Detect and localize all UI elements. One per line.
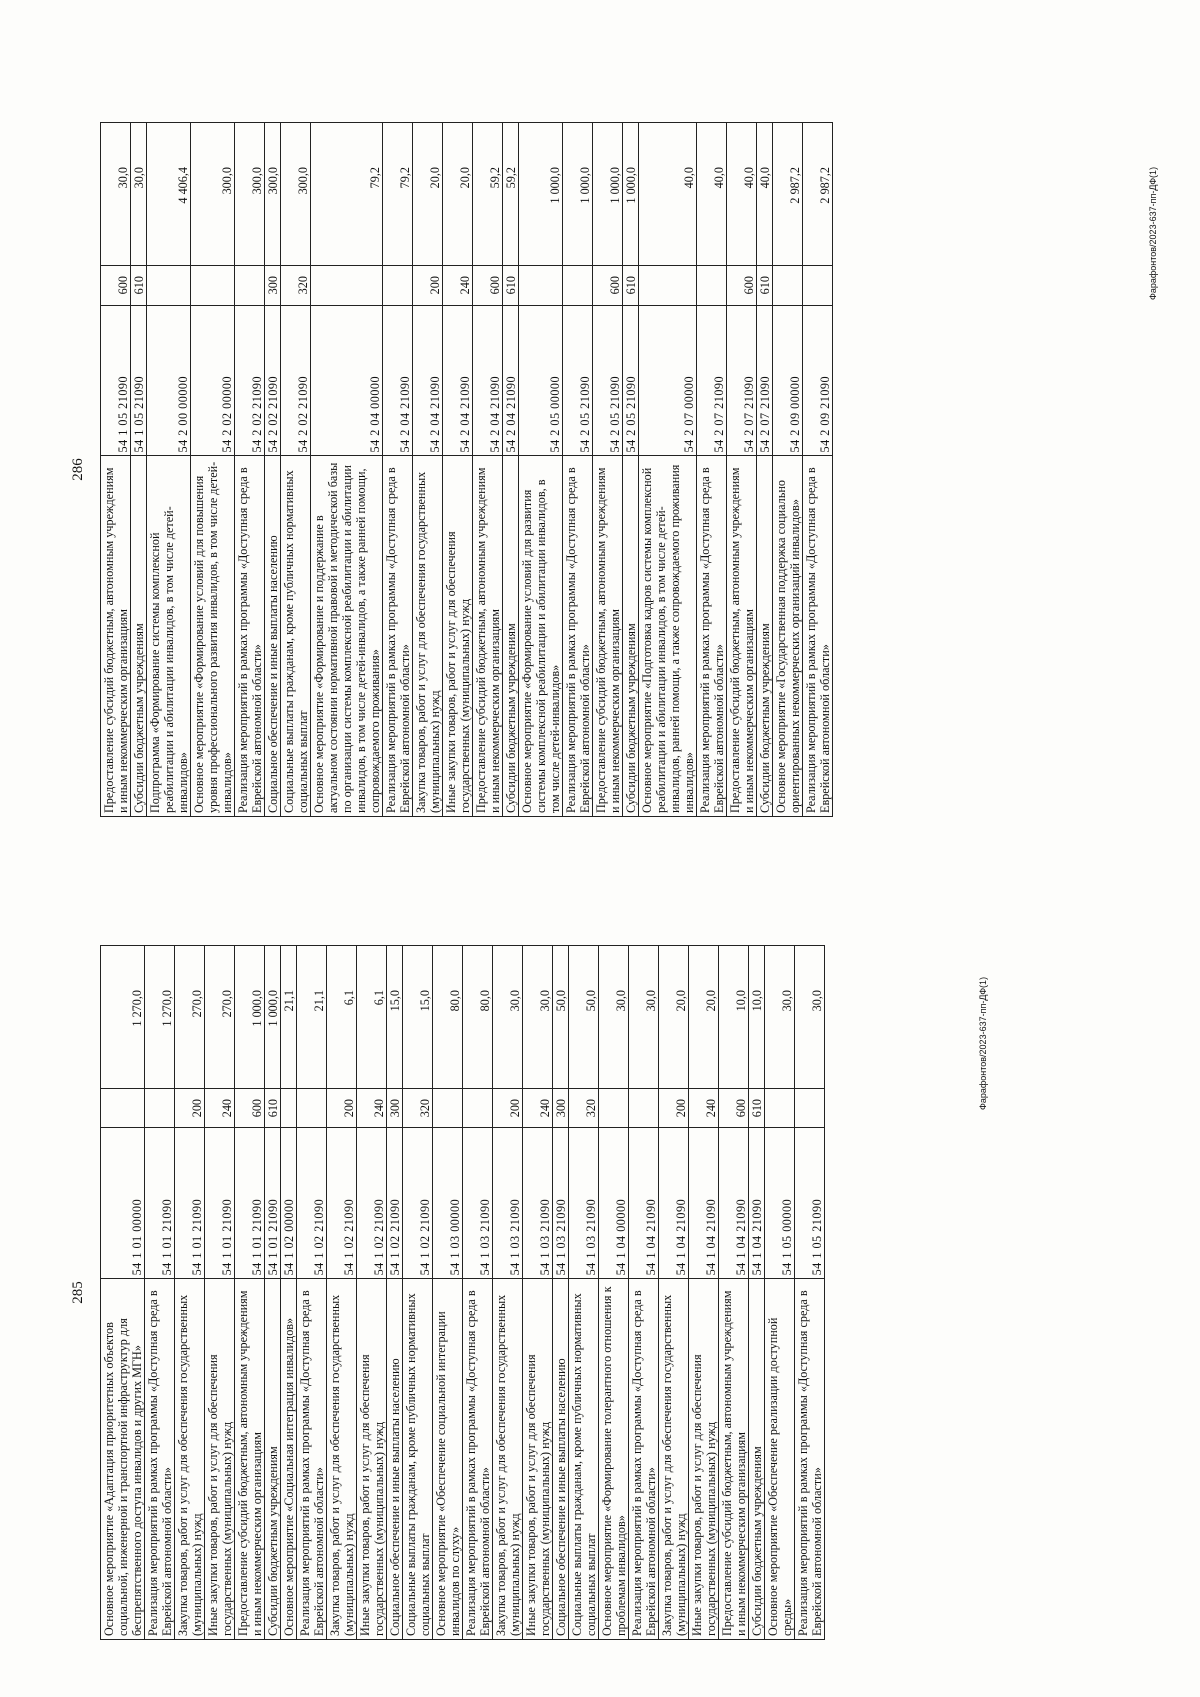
row-code: 54 1 03 21090 [523,1128,553,1279]
row-sum: 50,0 [553,946,569,1089]
row-sum: 30,0 [131,123,147,266]
row-sum: 300,0 [265,123,281,266]
row-expense-type: 240 [357,1088,387,1128]
row-name: Реализация мероприятий в рамках программы «Доступная среда в Еврейской автономной области» [383,456,413,817]
table-row [765,946,795,1640]
row-sum: 50,0 [569,946,599,1089]
table-row [205,946,235,1640]
row-name: Субсидии бюджетным учреждениям [503,456,519,817]
row-code: 54 1 05 00000 [765,1128,795,1279]
row-name: Иные закупки товаров, работ и услуг для обеспечения государственных (муниципальных) нужд [689,1279,719,1640]
row-sum: 1 000,0 [265,946,281,1089]
row-name: Реализация мероприятий в рамках программы «Доступная среда в Еврейской автономной области» [463,1279,493,1640]
row-code: 54 2 09 00000 [773,305,803,456]
table-row [235,123,265,817]
row-expense-type [311,265,383,305]
table-row [175,946,205,1640]
row-sum: 30,0 [765,946,795,1089]
table-row [101,946,145,1640]
row-expense-type [101,1088,145,1128]
row-name: Закупка товаров, работ и услуг для обеспечения государственных (муниципальных) нужд [659,1279,689,1640]
table-row [719,946,749,1640]
row-sum: 40,0 [757,123,773,266]
row-name: Реализация мероприятий в рамках программы «Доступная среда в Еврейской автономной области» [297,1279,327,1640]
row-sum: 40,0 [697,123,727,266]
row-expense-type: 610 [623,265,639,305]
row-code: 54 2 05 00000 [519,305,563,456]
row-sum: 2 987,2 [773,123,803,266]
row-sum: 300,0 [191,123,235,266]
row-expense-type [297,1088,327,1128]
row-expense-type [281,1088,297,1128]
row-code: 54 2 04 21090 [443,305,473,456]
row-code: 54 1 01 21090 [175,1128,205,1279]
table-row [265,946,281,1640]
row-expense-type: 600 [101,265,131,305]
table-row [593,123,623,817]
row-expense-type [433,1088,463,1128]
table-row [689,946,719,1640]
table-row [773,123,803,817]
row-name: Основное мероприятие «Подготовка кадров системы комплексной реабилитации и абилитации инвалидов, в том числе детей-инвалидов, ранней помощи, а также сопровождаемого проживания инвалидов» [639,456,697,817]
table-row [503,123,519,817]
row-code: 54 1 05 21090 [101,305,131,456]
row-name: Социальное обеспечение и иные выплаты населению [387,1279,403,1640]
row-expense-type [463,1088,493,1128]
row-expense-type: 610 [757,265,773,305]
table-row [569,946,599,1640]
row-expense-type: 240 [205,1088,235,1128]
row-expense-type: 610 [131,265,147,305]
row-name: Социальные выплаты гражданам, кроме публичных нормативных социальных выплат [281,456,311,817]
row-name: Социальное обеспечение и иные выплаты населению [265,456,281,817]
table-row [659,946,689,1640]
row-code: 54 1 05 21090 [131,305,147,456]
row-sum: 40,0 [727,123,757,266]
row-name: Закупка товаров, работ и услуг для обеспечения государственных (муниципальных) нужд [327,1279,357,1640]
row-name: Основное мероприятие «Формирование условий для развития системы комплексной реабилитации и абилитации инвалидов, в том числе детей-инвалидов» [519,456,563,817]
row-expense-type: 300 [265,265,281,305]
row-code: 54 2 02 00000 [191,305,235,456]
row-expense-type: 200 [493,1088,523,1128]
row-sum: 300,0 [281,123,311,266]
row-sum: 30,0 [493,946,523,1089]
row-name: Социальное обеспечение и иные выплаты населению [553,1279,569,1640]
table-row [413,123,443,817]
row-name: Основное мероприятие «Государственная поддержка социально ориентированных некоммерческих организаций инвалидов» [773,456,803,817]
row-code: 54 2 02 21090 [235,305,265,456]
row-name: Основное мероприятие «Обеспечение реализации доступной среды» [765,1279,795,1640]
row-expense-type: 300 [553,1088,569,1128]
row-sum: 79,2 [311,123,383,266]
row-code: 54 1 03 00000 [433,1128,463,1279]
table-row [749,946,765,1640]
row-name: Иные закупки товаров, работ и услуг для обеспечения государственных (муниципальных) нужд [357,1279,387,1640]
row-name: Подпрограмма «Формирование системы комплексной реабилитации и абилитации инвалидов, в том числе детей-инвалидов» [147,456,191,817]
row-code: 54 1 02 21090 [297,1128,327,1279]
row-sum: 30,0 [101,123,131,266]
row-sum: 80,0 [433,946,463,1089]
table-body [101,123,833,817]
row-expense-type [147,265,191,305]
table-row [191,123,235,817]
table-body [101,946,825,1640]
row-code: 54 1 04 21090 [659,1128,689,1279]
row-sum: 15,0 [387,946,403,1089]
page-285 [70,945,892,1640]
row-code: 54 2 05 21090 [593,305,623,456]
table-row [265,123,281,817]
row-expense-type: 320 [281,265,311,305]
row-sum: 4 406,4 [147,123,191,266]
row-sum: 1 000,0 [235,946,265,1089]
budget-table [100,122,833,817]
row-expense-type [235,265,265,305]
row-name: Основное мероприятие «Формирование и поддержание в актуальном состоянии нормативной правовой и методической базы по организации системы комплексной реабилитации и абилитации инвалидов, в том числе детей-инвалидов, а также ранней помощи, сопровождаемого проживания» [311,456,383,817]
row-sum: 30,0 [795,946,825,1089]
table-row [493,946,523,1640]
table-row [101,123,131,817]
row-code: 54 2 05 21090 [563,305,593,456]
page-number: 286 [70,458,86,481]
row-expense-type: 200 [327,1088,357,1128]
row-name: Реализация мероприятий в рамках программы «Доступная среда в Еврейской автономной области» [629,1279,659,1640]
row-expense-type: 240 [689,1088,719,1128]
row-sum: 6,1 [357,946,387,1089]
row-name: Иные закупки товаров, работ и услуг для обеспечения государственных (муниципальных) нужд [523,1279,553,1640]
row-expense-type [599,1088,629,1128]
row-name: Реализация мероприятий в рамках программы «Доступная среда в Еврейской автономной области» [563,456,593,817]
row-name: Реализация мероприятий в рамках программы «Доступная среда в Еврейской автономной области» [235,456,265,817]
row-expense-type: 200 [175,1088,205,1128]
row-code: 54 1 01 21090 [145,1128,175,1279]
row-expense-type [563,265,593,305]
row-sum: 20,0 [689,946,719,1089]
row-expense-type [765,1088,795,1128]
row-code: 54 2 05 21090 [623,305,639,456]
table-row [327,946,357,1640]
table-row [795,946,825,1640]
row-name: Основное мероприятие «Обеспечение социальной интеграции инвалидов по слуху» [433,1279,463,1640]
row-code: 54 1 03 21090 [463,1128,493,1279]
row-expense-type [697,265,727,305]
row-code: 54 1 01 21090 [265,1128,281,1279]
row-sum: 1 270,0 [145,946,175,1089]
row-expense-type [145,1088,175,1128]
row-expense-type: 600 [473,265,503,305]
table-row [297,946,327,1640]
row-name: Предоставление субсидий бюджетным, автономным учреждениям и иным некоммерческим организациям [593,456,623,817]
row-code: 54 2 09 21090 [803,305,833,456]
table-row [639,123,697,817]
row-name: Субсидии бюджетным учреждениям [757,456,773,817]
row-expense-type: 200 [659,1088,689,1128]
row-code: 54 1 04 21090 [629,1128,659,1279]
row-expense-type [383,265,413,305]
row-sum: 1 000,0 [623,123,639,266]
row-sum: 10,0 [749,946,765,1089]
row-name: Основное мероприятие «Формирование условий для повышения уровня профессионального развития инвалидов, в том числе детей-инвалидов» [191,456,235,817]
row-name: Предоставление субсидий бюджетным, автономным учреждениям и иным некоммерческим организациям [719,1279,749,1640]
row-code: 54 1 03 21090 [493,1128,523,1279]
table-row [281,946,297,1640]
row-code: 54 1 02 21090 [327,1128,357,1279]
row-sum: 30,0 [599,946,629,1089]
table-row [757,123,773,817]
row-code: 54 1 03 21090 [569,1128,599,1279]
row-expense-type: 610 [265,1088,281,1128]
row-code: 54 1 02 21090 [357,1128,387,1279]
row-code: 54 1 01 00000 [101,1128,145,1279]
row-code: 54 1 01 21090 [235,1128,265,1279]
row-sum: 270,0 [175,946,205,1089]
table-row [403,946,433,1640]
row-name: Субсидии бюджетным учреждениям [623,456,639,817]
row-name: Реализация мероприятий в рамках программы «Доступная среда в Еврейской автономной области» [145,1279,175,1640]
row-code: 54 1 04 21090 [749,1128,765,1279]
row-expense-type: 600 [235,1088,265,1128]
table-row [357,946,387,1640]
row-sum: 1 270,0 [101,946,145,1089]
row-name: Предоставление субсидий бюджетным, автономным учреждениям и иным некоммерческим организациям [235,1279,265,1640]
row-name: Закупка товаров, работ и услуг для обеспечения государственных (муниципальных) нужд [493,1279,523,1640]
row-code: 54 1 04 00000 [599,1128,629,1279]
budget-table [100,945,825,1640]
table-row [563,123,593,817]
page-286 [70,122,892,817]
row-sum: 20,0 [659,946,689,1089]
table-row [145,946,175,1640]
row-name: Предоставление субсидий бюджетным, автономным учреждениям и иным некоммерческим организациям [101,456,131,817]
footer-code-285: Фарафонтов/2023-637-пп-ДФ(1) [978,976,988,1110]
row-name: Закупка товаров, работ и услуг для обеспечения государственных (муниципальных) нужд [413,456,443,817]
row-expense-type: 320 [403,1088,433,1128]
row-expense-type: 610 [503,265,519,305]
row-expense-type: 600 [593,265,623,305]
row-expense-type [629,1088,659,1128]
row-expense-type [773,265,803,305]
row-expense-type: 200 [413,265,443,305]
row-code: 54 2 04 21090 [383,305,413,456]
table-row [803,123,833,817]
table-row [433,946,463,1640]
row-name: Закупка товаров, работ и услуг для обеспечения государственных (муниципальных) нужд [175,1279,205,1640]
row-code: 54 1 02 21090 [387,1128,403,1279]
row-expense-type [795,1088,825,1128]
row-code: 54 2 07 21090 [727,305,757,456]
row-expense-type [803,265,833,305]
row-sum: 30,0 [629,946,659,1089]
row-code: 54 2 02 21090 [265,305,281,456]
table-row [443,123,473,817]
row-name: Предоставление субсидий бюджетным, автономным учреждениям и иным некоммерческим организациям [473,456,503,817]
row-sum: 1 000,0 [593,123,623,266]
row-name: Реализация мероприятий в рамках программы «Доступная среда в Еврейской автономной области» [803,456,833,817]
table-row [131,123,147,817]
row-sum: 10,0 [719,946,749,1089]
row-name: Социальные выплаты гражданам, кроме публичных нормативных социальных выплат [403,1279,433,1640]
table-row [281,123,311,817]
row-sum: 20,0 [443,123,473,266]
table-row [383,123,413,817]
row-code: 54 2 02 21090 [281,305,311,456]
row-name: Основное мероприятие «Социальная интеграция инвалидов» [281,1279,297,1640]
row-expense-type: 600 [727,265,757,305]
row-sum: 300,0 [235,123,265,266]
table-row [519,123,563,817]
table-row [623,123,639,817]
row-name: Предоставление субсидий бюджетным, автономным учреждениям и иным некоммерческим организациям [727,456,757,817]
row-sum: 20,0 [413,123,443,266]
row-code: 54 1 05 21090 [795,1128,825,1279]
row-expense-type: 300 [387,1088,403,1128]
table-row [697,123,727,817]
row-name: Реализация мероприятий в рамках программы «Доступная среда в Еврейской автономной области» [795,1279,825,1640]
row-sum: 30,0 [523,946,553,1089]
row-code: 54 2 04 21090 [503,305,519,456]
row-name: Иные закупки товаров, работ и услуг для обеспечения государственных (муниципальных) нужд [443,456,473,817]
row-sum: 1 000,0 [519,123,563,266]
row-sum: 80,0 [463,946,493,1089]
table-row [147,123,191,817]
row-sum: 21,1 [297,946,327,1089]
row-name: Субсидии бюджетным учреждениям [749,1279,765,1640]
row-expense-type: 320 [569,1088,599,1128]
row-code: 54 2 04 21090 [413,305,443,456]
row-expense-type [639,265,697,305]
row-code: 54 1 01 21090 [205,1128,235,1279]
row-name: Реализация мероприятий в рамках программы «Доступная среда в Еврейской автономной области» [697,456,727,817]
row-sum: 79,2 [383,123,413,266]
row-expense-type [519,265,563,305]
row-sum: 1 000,0 [563,123,593,266]
row-expense-type: 240 [523,1088,553,1128]
table-row [629,946,659,1640]
row-expense-type: 610 [749,1088,765,1128]
row-code: 54 2 04 00000 [311,305,383,456]
footer-code-286: Фарафонтов/2023-637-пп-ДФ(1) [1148,166,1158,300]
row-sum: 59,2 [503,123,519,266]
table-row [523,946,553,1640]
table-row [727,123,757,817]
table-row [235,946,265,1640]
table-row [387,946,403,1640]
row-code: 54 1 04 21090 [719,1128,749,1279]
row-name: Субсидии бюджетным учреждениям [265,1279,281,1640]
row-name: Иные закупки товаров, работ и услуг для обеспечения государственных (муниципальных) нужд [205,1279,235,1640]
row-sum: 59,2 [473,123,503,266]
row-name: Социальные выплаты гражданам, кроме публичных нормативных социальных выплат [569,1279,599,1640]
row-code: 54 1 02 21090 [403,1128,433,1279]
row-expense-type: 240 [443,265,473,305]
row-expense-type [191,265,235,305]
table-row [473,123,503,817]
row-code: 54 2 04 21090 [473,305,503,456]
row-sum: 2 987,2 [803,123,833,266]
row-name: Основное мероприятие «Адаптация приоритетных объектов социальной, инженерной и транспортной инфраструктур для беспрепятственного доступа инвалидов и других МГН» [101,1279,145,1640]
row-sum: 21,1 [281,946,297,1089]
page-number: 285 [70,1281,86,1304]
table-row [553,946,569,1640]
row-code: 54 2 00 00000 [147,305,191,456]
row-code: 54 1 03 21090 [553,1128,569,1279]
row-sum: 270,0 [205,946,235,1089]
row-code: 54 2 07 21090 [757,305,773,456]
row-sum: 40,0 [639,123,697,266]
table-row [463,946,493,1640]
row-code: 54 2 07 21090 [697,305,727,456]
row-name: Основное мероприятие «Формирование толерантного отношения к проблемам инвалидов» [599,1279,629,1640]
row-code: 54 1 02 00000 [281,1128,297,1279]
row-sum: 6,1 [327,946,357,1089]
row-code: 54 2 07 00000 [639,305,697,456]
table-row [311,123,383,817]
row-name: Субсидии бюджетным учреждениям [131,456,147,817]
row-code: 54 1 04 21090 [689,1128,719,1279]
table-row [599,946,629,1640]
row-expense-type: 600 [719,1088,749,1128]
row-sum: 15,0 [403,946,433,1089]
